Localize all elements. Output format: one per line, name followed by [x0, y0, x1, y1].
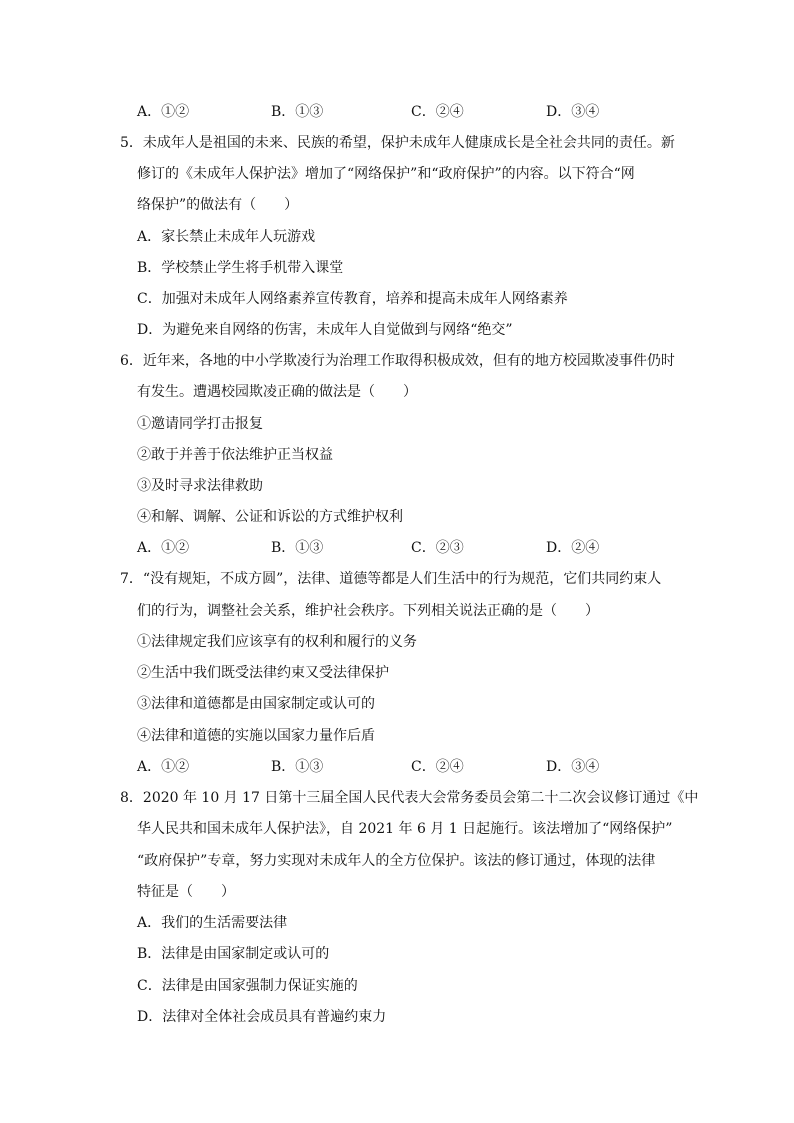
q6-option-b: B．①③: [271, 540, 324, 556]
q7-statement-3: ③法律和道德都是由国家制定或认可的: [137, 696, 375, 712]
q4-option-a: A．①②: [137, 104, 190, 120]
q4-option-b: B．①③: [271, 104, 324, 120]
q5-stem-line-1: 5．未成年人是祖国的未来、民族的希望，保护未成年人健康成长是全社会共同的责任。新: [120, 135, 675, 151]
q5-choice-d: D．为避免来自网络的伤害，未成年人自觉做到与网络“绝交”: [137, 322, 513, 338]
q6-stem-line-1: 6．近年来，各地的中小学欺凌行为治理工作取得积极成效，但有的地方校园欺凌事件仍时: [120, 353, 675, 369]
q7-statement-1: ①法律规定我们应该享有的权利和履行的义务: [137, 634, 417, 650]
q8-stem-line-1: 8．2020 年 10 月 17 日第十三届全国人民代表大会常务委员会第二十二次会议修订通过《中: [120, 790, 699, 806]
q5-stem-line-2: 修订的《未成年人保护法》增加了“网络保护”和“政府保护”的内容。以下符合“网: [137, 166, 635, 182]
q8-choice-d: D．法律对全体社会成员具有普遍约束力: [137, 1009, 387, 1025]
q6-statement-4: ④和解、调解、公证和诉讼的方式维护权利: [137, 509, 403, 525]
q6-option-a: A．①②: [137, 540, 190, 556]
q8-choice-c: C．法律是由国家强制力保证实施的: [137, 978, 358, 994]
q5-stem-line-3: 络保护”的做法有（ ）: [137, 197, 299, 213]
q7-option-b: B．①③: [271, 759, 324, 775]
q7-stem-line-1: 7．“没有规矩，不成方圆”，法律、道德等都是人们生活中的行为规范，它们共同约束人: [120, 571, 662, 587]
q4-option-c: C．②④: [411, 104, 464, 120]
q7-option-d: D．③④: [546, 759, 600, 775]
q4-option-d: D．③④: [546, 104, 600, 120]
q7-statement-4: ④法律和道德的实施以国家力量作后盾: [137, 728, 375, 744]
q5-choice-a: A．家长禁止未成年人玩游戏: [137, 229, 316, 245]
q8-stem-line-4: 特征是（ ）: [137, 884, 235, 900]
q7-option-a: A．①②: [137, 759, 190, 775]
q6-options: [137, 538, 697, 558]
q8-choice-a: A．我们的生活需要法律: [137, 915, 288, 931]
q7-statement-2: ②生活中我们既受法律约束又受法律保护: [137, 665, 389, 681]
q6-option-c: C．②③: [411, 540, 464, 556]
q7-stem-line-2: 们的行为，调整社会关系，维护社会秩序。下列相关说法正确的是（ ）: [137, 603, 599, 619]
q6-option-d: D．②④: [546, 540, 600, 556]
q5-choice-c: C．加强对未成年人网络素养宣传教育，培养和提高未成年人网络素养: [137, 291, 568, 307]
q6-statement-3: ③及时寻求法律救助: [137, 478, 263, 494]
q6-stem-line-2: 有发生。遭遇校园欺凌正确的做法是（ ）: [137, 384, 417, 400]
q8-stem-line-2: 华人民共和国未成年人保护法》，自 2021 年 6 月 1 日起施行。该法增加了“网络保护”: [137, 821, 673, 837]
q7-options: [137, 757, 697, 777]
q6-statement-2: ②敢于并善于依法维护正当权益: [137, 447, 333, 463]
q8-stem-line-3: “政府保护”专章，努力实现对未成年人的全方位保护。该法的修订通过，体现的法律: [137, 853, 656, 869]
q4-options: [137, 102, 697, 122]
q8-choice-b: B．法律是由国家制定或认可的: [137, 946, 330, 962]
q6-statement-1: ①邀请同学打击报复: [137, 416, 263, 432]
q7-option-c: C．②④: [411, 759, 464, 775]
q5-choice-b: B．学校禁止学生将手机带入课堂: [137, 260, 344, 276]
